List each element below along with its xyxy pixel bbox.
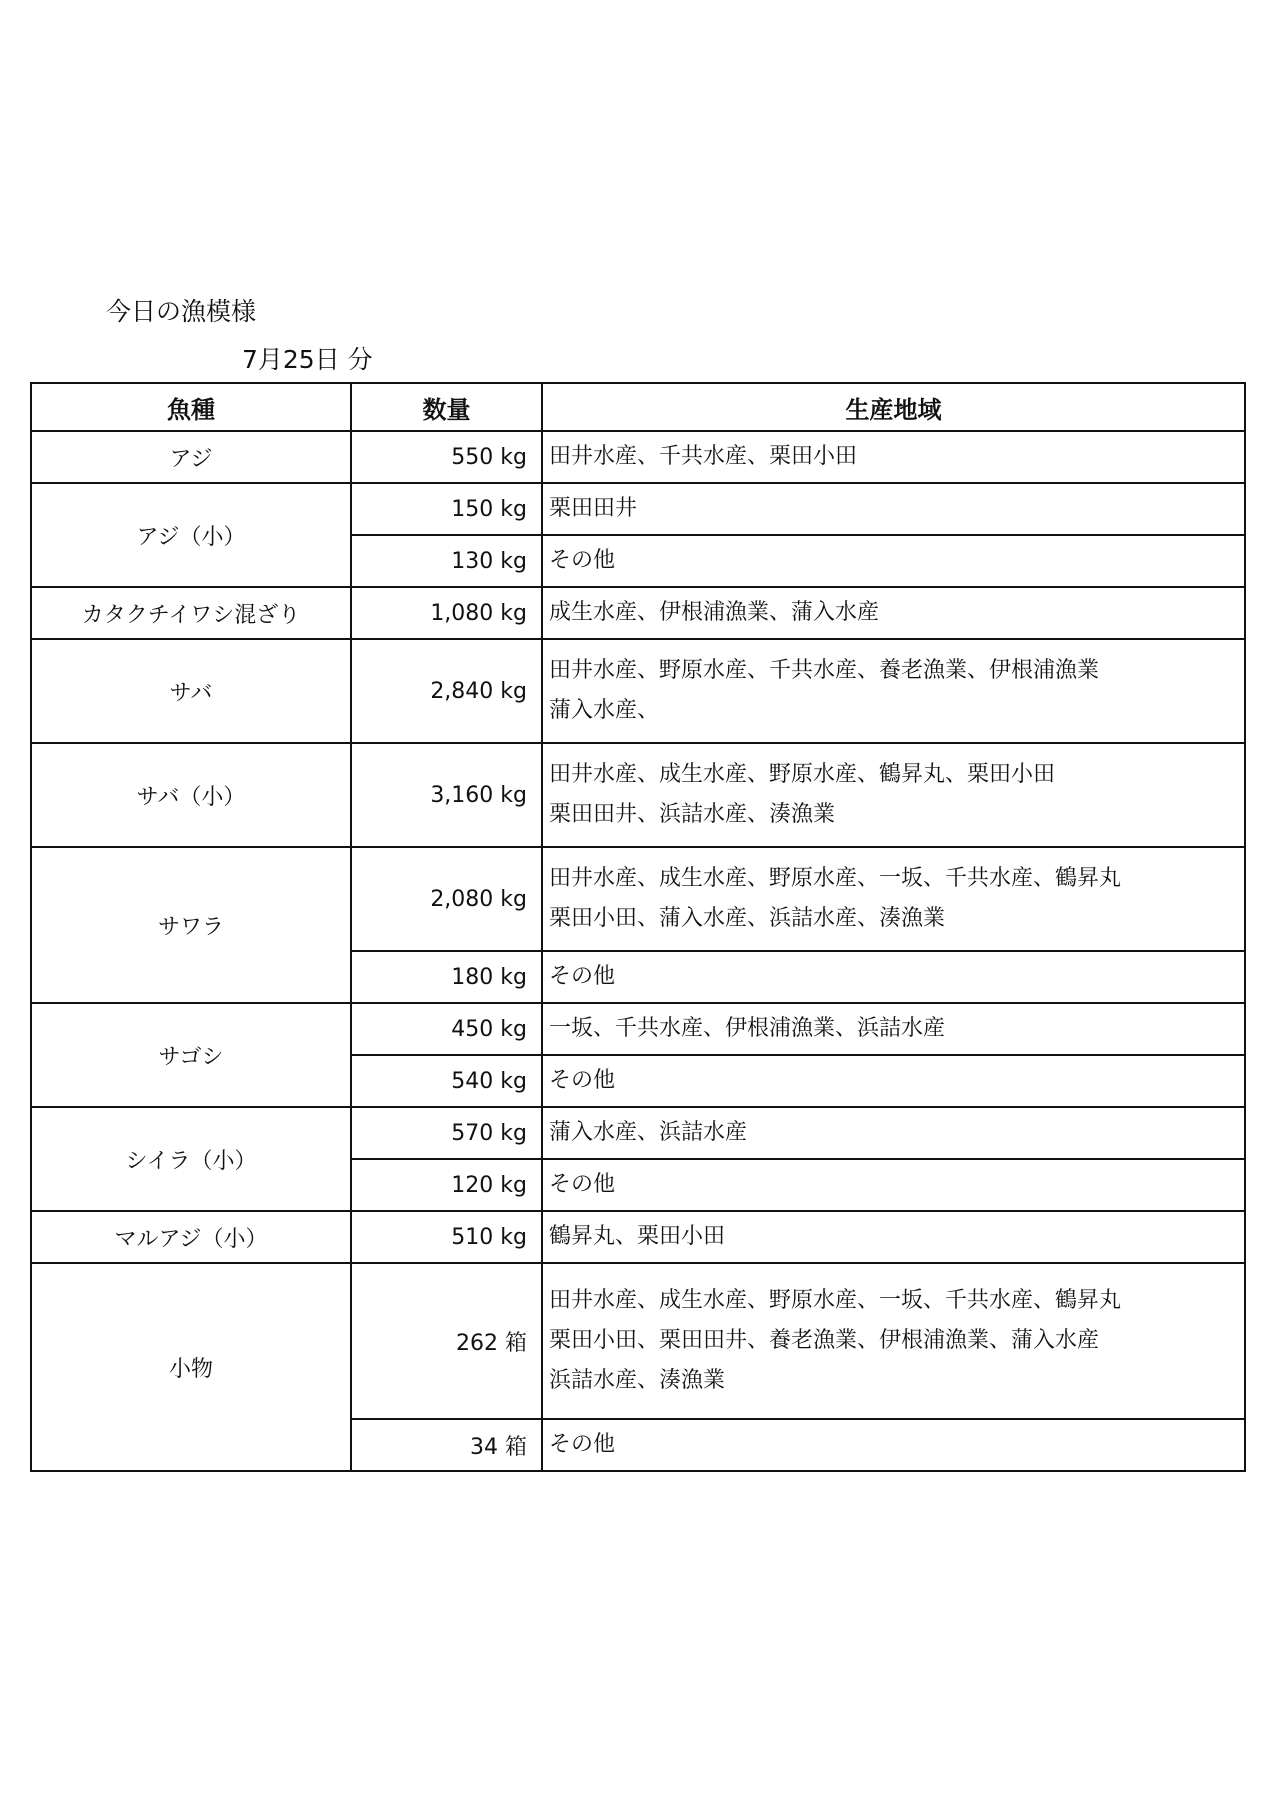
region-line: 蒲入水産、 [549,698,660,723]
quantity-cell: 1,080 kg [351,587,542,639]
region-line: 田井水産、成生水産、野原水産、一坂、千共水産、鶴昇丸 [549,866,1122,891]
table-row [31,431,1245,483]
region-cell [542,431,1245,483]
quantity-cell: 262 箱 [351,1263,542,1419]
region-cell [542,1003,1245,1055]
region-line: 栗田小田、栗田田井、養老漁業、伊根浦漁業、蒲入水産 [549,1328,1100,1353]
column-header-region: 生産地域 [542,383,1245,431]
species-cell: マルアジ（小） [31,1211,351,1263]
column-header-species: 魚種 [31,383,351,431]
species-cell: サワラ [31,847,351,1003]
region-line: その他 [549,1172,616,1197]
region-line: 栗田小田、蒲入水産、浜詰水産、湊漁業 [549,906,946,931]
region-line: 成生水産、伊根浦漁業、蒲入水産 [549,600,880,625]
region-cell [542,1159,1245,1211]
region-cell [542,587,1245,639]
table-row [31,1211,1245,1263]
quantity-cell: 550 kg [351,431,542,483]
species-cell: アジ [31,431,351,483]
table-row [31,743,1245,847]
region-line: 栗田田井、浜詰水産、湊漁業 [549,802,836,827]
header-row [31,383,1245,431]
region-line: その他 [549,548,616,573]
quantity-cell: 120 kg [351,1159,542,1211]
quantity-cell: 180 kg [351,951,542,1003]
quantity-cell: 2,840 kg [351,639,542,743]
region-cell [542,847,1245,951]
region-line: 蒲入水産、浜詰水産 [549,1120,748,1145]
report-date: 7月25日 分 [242,345,373,374]
region-cell [542,1211,1245,1263]
region-line: その他 [549,964,616,989]
region-cell [542,1263,1245,1419]
table-row [31,847,1245,951]
table-row [31,1003,1245,1055]
region-cell [542,951,1245,1003]
region-cell [542,1107,1245,1159]
page-title: 今日の漁模様 [106,297,257,326]
species-cell: サゴシ [31,1003,351,1107]
region-line: 田井水産、野原水産、千共水産、養老漁業、伊根浦漁業 [549,658,1100,683]
species-cell: サバ [31,639,351,743]
region-line: その他 [549,1432,616,1457]
table-row [31,1107,1245,1159]
column-header-quantity: 数量 [351,383,542,431]
species-cell: シイラ（小） [31,1107,351,1211]
quantity-cell: 3,160 kg [351,743,542,847]
table-row [31,639,1245,743]
region-line: 栗田田井 [549,496,638,521]
catch-table [30,382,1246,1472]
region-cell [542,483,1245,535]
species-cell: 小物 [31,1263,351,1471]
quantity-cell: 450 kg [351,1003,542,1055]
region-cell [542,743,1245,847]
species-cell: サバ（小） [31,743,351,847]
quantity-cell: 540 kg [351,1055,542,1107]
region-cell [542,535,1245,587]
quantity-cell: 2,080 kg [351,847,542,951]
region-cell [542,1055,1245,1107]
quantity-cell: 34 箱 [351,1419,542,1471]
quantity-cell: 150 kg [351,483,542,535]
region-line: その他 [549,1068,616,1093]
region-cell [542,639,1245,743]
species-cell: アジ（小） [31,483,351,587]
quantity-cell: 510 kg [351,1211,542,1263]
table-row [31,483,1245,535]
species-cell: カタクチイワシ混ざり [31,587,351,639]
region-line: 田井水産、成生水産、野原水産、鶴昇丸、栗田小田 [549,762,1056,787]
quantity-cell: 570 kg [351,1107,542,1159]
region-line: 鶴昇丸、栗田小田 [549,1224,726,1249]
region-line: 田井水産、千共水産、栗田小田 [549,444,858,469]
table-row [31,587,1245,639]
region-line: 浜詰水産、湊漁業 [549,1368,726,1393]
region-line: 田井水産、成生水産、野原水産、一坂、千共水産、鶴昇丸 [549,1288,1122,1313]
region-cell [542,1419,1245,1471]
table-row [31,1263,1245,1419]
quantity-cell: 130 kg [351,535,542,587]
region-line: 一坂、千共水産、伊根浦漁業、浜詰水産 [549,1016,946,1041]
